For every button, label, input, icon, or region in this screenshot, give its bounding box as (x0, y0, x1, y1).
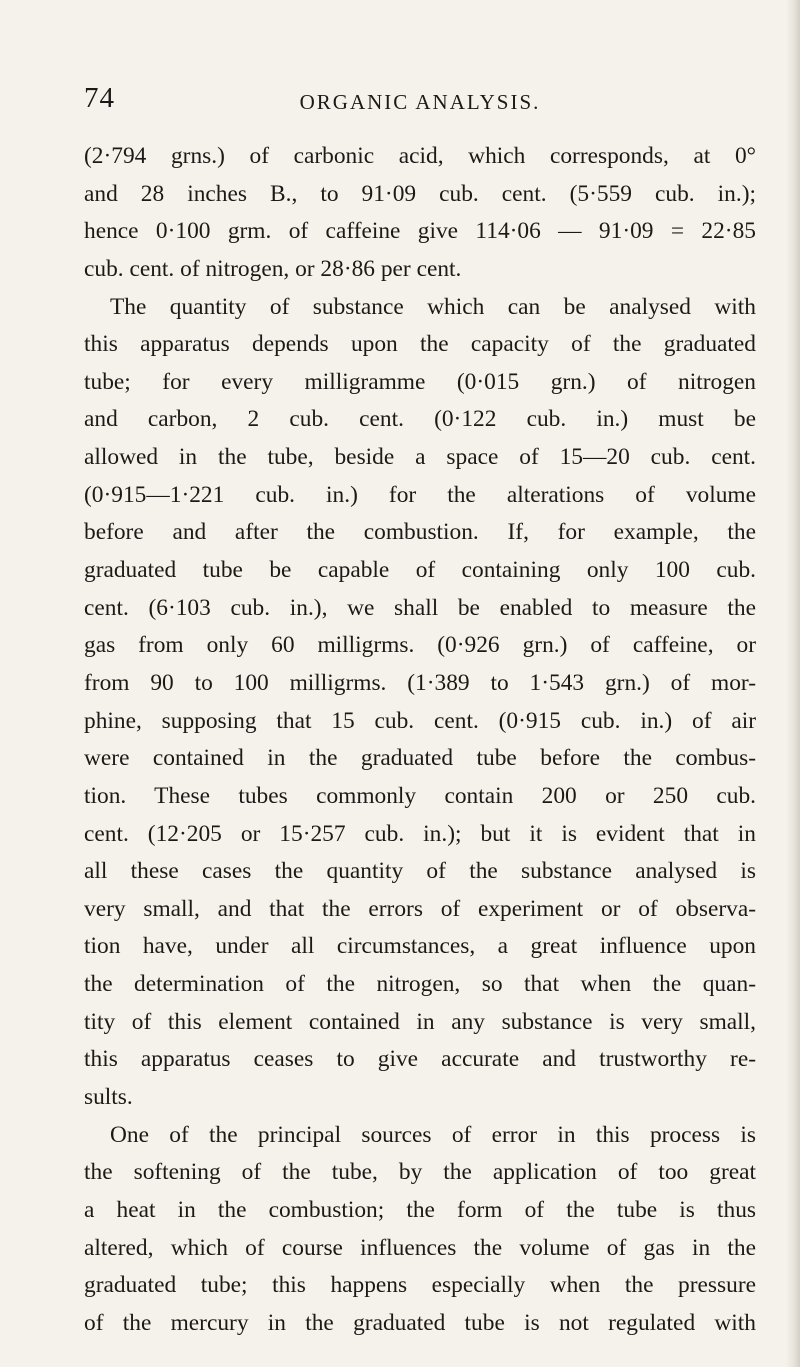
text-line: the softening of the tube, by the application of too great (84, 1159, 756, 1186)
text-line: and 28 inches B., to 91·09 cub. cent. (5·559 cub. in.); (84, 180, 756, 207)
text-line: tion have, under all circumstances, a great influence upon (84, 933, 756, 960)
text-line: phine, supposing that 15 cub. cent. (0·915 cub. in.) of air (84, 707, 756, 734)
text-line: before and after the combustion. If, for example, the (84, 519, 756, 546)
running-head: ORGANIC ANALYSIS. (299, 90, 541, 114)
text-line: very small, and that the errors of experiment or of observa- (84, 895, 756, 922)
text-line: from 90 to 100 milligrms. (1·389 to 1·543 grn.) of mor- (84, 669, 756, 696)
text-line: altered, which of course influences the volume of gas in the (84, 1234, 756, 1261)
body-text (84, 138, 756, 1343)
text-line: sults. (84, 1084, 133, 1111)
text-line: gas from only 60 milligrms. (0·926 grn.) of caffeine, or (84, 632, 756, 659)
text-line: One of the principal sources of error in this process is (110, 1121, 756, 1148)
text-line: tube; for every milligramme (0·015 grn.) of nitrogen (84, 368, 756, 395)
text-line: graduated tube; this happens especially when the pressure (84, 1272, 756, 1299)
text-line: (2·794 grns.) of carbonic acid, which corresponds, at 0° (84, 143, 756, 169)
page-edge-shadow (786, 0, 800, 1367)
text-line: The quantity of substance which can be analysed with (110, 293, 756, 320)
text-line: tion. These tubes commonly contain 200 or 250 cub. (84, 782, 756, 809)
text-line: cub. cent. of nitrogen, or 28·86 per cent. (84, 255, 462, 282)
text-line: all these cases the quantity of the substance analysed is (84, 858, 756, 885)
text-line: the determination of the nitrogen, so that when the quan- (84, 971, 756, 998)
text-line: this apparatus depends upon the capacity of the graduated (84, 331, 756, 358)
text-line: tity of this element contained in any substance is very small, (84, 1008, 756, 1035)
text-line: a heat in the combustion; the form of the tube is thus (84, 1196, 756, 1223)
text-line: allowed in the tube, beside a space of 15—20 cub. cent. (84, 444, 756, 471)
page-header (84, 82, 756, 122)
text-line: cent. (12·205 or 15·257 cub. in.); but it is evident that in (84, 820, 756, 847)
text-line: were contained in the graduated tube before the combus- (84, 745, 756, 772)
text-line: hence 0·100 grm. of caffeine give 114·06 — 91·09 = 22·85 (84, 218, 756, 245)
page-number: 74 (84, 82, 115, 114)
text-line: and carbon, 2 cub. cent. (0·122 cub. in.) must be (84, 406, 756, 433)
text-line: cent. (6·103 cub. in.), we shall be enabled to measure the (84, 594, 756, 621)
text-line: graduated tube be capable of containing only 100 cub. (84, 557, 756, 584)
text-line: (0·915—1·221 cub. in.) for the alterations of volume (84, 481, 756, 508)
text-line: this apparatus ceases to give accurate and trustworthy re- (84, 1046, 756, 1073)
text-line: of the mercury in the graduated tube is not regulated with (84, 1309, 756, 1336)
